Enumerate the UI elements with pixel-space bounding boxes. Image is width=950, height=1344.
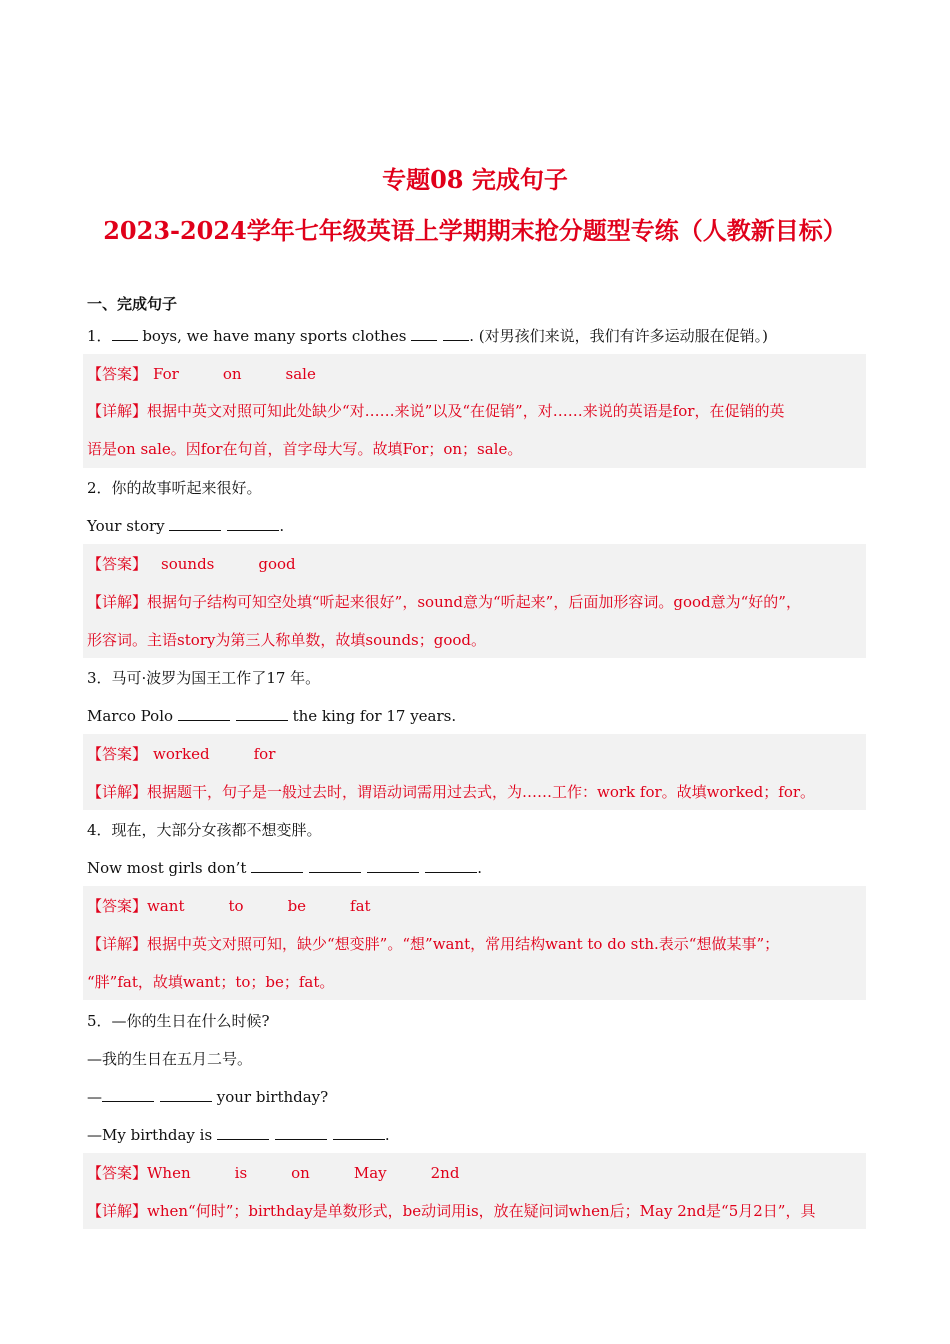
answer-line-1: [87, 364, 360, 384]
answer-word: For: [153, 365, 179, 383]
answer-blank: [112, 326, 138, 341]
answer-blank: [227, 516, 279, 531]
answer-line-4: [87, 896, 415, 916]
question-2-prompt: 2．你的故事听起来很好。: [87, 479, 262, 497]
question-3-prompt: 3．马可·波罗为国王工作了17 年。: [87, 669, 321, 687]
answer-blank: [367, 858, 419, 873]
explain-line: [87, 782, 815, 802]
question-3-sentence: [87, 706, 456, 726]
explain-label: 【详解】: [87, 783, 148, 801]
explain-line: 形容词。主语story为第三人称单数，故填sounds；good。: [87, 631, 487, 649]
answer-word: on: [222, 365, 242, 383]
explain-text: 根据中英文对照可知，缺少“想变胖”。“想”want，常用结构want to do sth.表示“想做某事”；: [147, 935, 780, 953]
answer-blank: [251, 858, 303, 873]
answer-blank: [411, 326, 437, 341]
explain-line: [87, 934, 779, 954]
explain-line: 语是on sale。因for在句首，首字母大写。故填For；on；sale。: [87, 440, 523, 458]
answer-label: 【答案】: [87, 745, 148, 763]
answer-blank: [169, 516, 221, 531]
question-text: Marco Polo: [87, 707, 178, 725]
answer-label: 【答案】: [87, 1164, 148, 1182]
question-text: the king for 17 years.: [287, 707, 457, 725]
explain-line: [87, 1201, 815, 1221]
answer-label: 【答案】: [87, 897, 148, 915]
question-5-prompt: 5．—你的生日在什么时候?: [87, 1012, 270, 1030]
question-text: .: [279, 517, 285, 535]
answer-line-5: [87, 1163, 503, 1183]
explain-line: [87, 401, 784, 421]
answer-blank: [425, 858, 477, 873]
question-text: —My birthday is: [87, 1126, 217, 1144]
answer-blank: [236, 706, 288, 721]
question-text: boys, we have many sports clothes: [137, 327, 412, 345]
answer-word: to: [228, 897, 244, 915]
explain-label: 【详解】: [87, 1202, 148, 1220]
question-text: Now most girls don’t: [87, 859, 252, 877]
answer-line-2: [87, 554, 340, 574]
explain-label: 【详解】: [87, 402, 148, 420]
answer-label: 【答案】: [87, 555, 148, 573]
page-subtitle: 2023-2024学年七年级英语上学期期末抢分题型专练（人教新目标）: [103, 216, 847, 245]
answer-word: for: [253, 745, 276, 763]
question-text: —: [87, 1088, 102, 1106]
section-heading: 一、完成句子: [87, 295, 178, 313]
question-4-sentence: [87, 858, 482, 878]
question-4-prompt: 4．现在，大部分女孩都不想变胖。: [87, 821, 322, 839]
question-text: Your story: [87, 517, 170, 535]
question-5-sentence: [87, 1087, 328, 1107]
explain-text: 根据题干，句子是一般过去时，谓语动词需用过去式，为……工作：work for。故填worked；for。: [147, 783, 816, 801]
answer-blank: [443, 326, 469, 341]
answer-word: on: [291, 1164, 310, 1182]
answer-word: When: [147, 1164, 191, 1182]
question-5-prompt-2: —我的生日在五月二号。: [87, 1050, 253, 1068]
answer-blank: [275, 1125, 327, 1140]
question-text: your birthday?: [212, 1088, 329, 1106]
question-2-sentence: [87, 516, 284, 536]
explain-text: 根据句子结构可知空处填“听起来很好”，sound意为“听起来”，后面加形容词。good意为“好的”，: [147, 593, 801, 611]
question-text: . (对男孩们来说，我们有许多运动服在促销。): [469, 327, 768, 345]
answer-blank: [333, 1125, 385, 1140]
answer-blank: [102, 1087, 154, 1102]
answer-word: 2nd: [430, 1164, 460, 1182]
explain-text: 根据中英文对照可知此处缺少“对……来说”以及“在促销”，对……来说的英语是for，在促销的英: [147, 402, 785, 420]
answer-blank: [178, 706, 230, 721]
answer-word: worked: [153, 745, 210, 763]
answer-label: 【答案】: [87, 365, 148, 383]
explain-text: when“何时”；birthday是单数形式，be动词用is，放在疑问词when后；May 2nd是“5月2日”，具: [147, 1202, 816, 1220]
answer-word: want: [147, 897, 185, 915]
explain-label: 【详解】: [87, 935, 148, 953]
answer-word: May: [353, 1164, 387, 1182]
answer-blank: [160, 1087, 212, 1102]
explain-line: [87, 592, 801, 612]
answer-blank: [309, 858, 361, 873]
question-number: 1．: [87, 327, 112, 345]
question-1: [87, 326, 768, 346]
answer-word: sale: [285, 365, 316, 383]
question-text: .: [384, 1126, 390, 1144]
answer-word: be: [287, 897, 307, 915]
question-5-sentence-2: [87, 1125, 390, 1145]
answer-word: sounds: [161, 555, 215, 573]
answer-word: good: [258, 555, 296, 573]
answer-word: is: [234, 1164, 248, 1182]
answer-blank: [217, 1125, 269, 1140]
explain-label: 【详解】: [87, 593, 148, 611]
page-title: 专题08 完成句子: [382, 165, 568, 194]
explain-line: “胖”fat，故填want；to；be；fat。: [87, 973, 335, 991]
question-text: .: [477, 859, 482, 877]
answer-word: fat: [350, 897, 371, 915]
answer-line-3: [87, 744, 319, 764]
